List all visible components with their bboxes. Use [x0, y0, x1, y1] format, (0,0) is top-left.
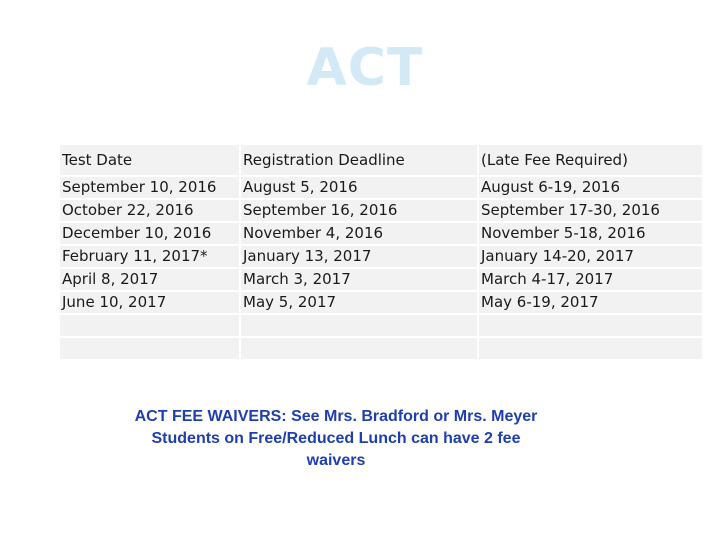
registration-deadline-cell: January 13, 2017 — [241, 246, 477, 267]
table-row — [60, 200, 702, 223]
empty-cell — [60, 315, 239, 336]
header-test-date: Test Date — [60, 145, 239, 175]
late-fee-cell: January 14-20, 2017 — [479, 246, 702, 267]
registration-deadline-cell: March 3, 2017 — [241, 269, 477, 290]
empty-cell — [479, 338, 702, 359]
table-row — [60, 292, 702, 315]
late-fee-cell: November 5-18, 2016 — [479, 223, 702, 244]
late-fee-cell: August 6-19, 2016 — [479, 177, 702, 198]
fee-waiver-note — [100, 406, 572, 472]
registration-deadline-cell: September 16, 2016 — [241, 200, 477, 221]
table-row — [60, 223, 702, 246]
test-date-cell: October 22, 2016 — [60, 200, 239, 221]
test-date-cell: February 11, 2017* — [60, 246, 239, 267]
empty-cell — [60, 338, 239, 359]
fee-waiver-line-1: ACT FEE WAIVERS: See Mrs. Bradford or Mrs. Meyer — [134, 408, 538, 425]
empty-table-row — [60, 338, 702, 361]
registration-deadline-cell: August 5, 2016 — [241, 177, 477, 198]
test-date-cell: December 10, 2016 — [60, 223, 239, 244]
header-registration-deadline: Registration Deadline — [241, 145, 477, 175]
registration-deadline-cell: May 5, 2017 — [241, 292, 477, 313]
empty-table-row — [60, 315, 702, 338]
act-dates-table — [60, 145, 702, 361]
table-row — [60, 246, 702, 269]
registration-deadline-cell: November 4, 2016 — [241, 223, 477, 244]
fee-waiver-line-3: waivers — [306, 452, 366, 469]
test-date-cell: April 8, 2017 — [60, 269, 239, 290]
table-row — [60, 177, 702, 200]
fee-waiver-line-2: Students on Free/Reduced Lunch can have 2 fee — [151, 430, 521, 447]
test-date-cell: June 10, 2017 — [60, 292, 239, 313]
page-title: ACT — [306, 38, 424, 98]
header-late-fee: (Late Fee Required) — [479, 145, 702, 175]
empty-cell — [241, 338, 477, 359]
table-row — [60, 269, 702, 292]
empty-cell — [479, 315, 702, 336]
late-fee-cell: March 4-17, 2017 — [479, 269, 702, 290]
table-header-row — [60, 145, 702, 177]
late-fee-cell: May 6-19, 2017 — [479, 292, 702, 313]
late-fee-cell: September 17-30, 2016 — [479, 200, 702, 221]
test-date-cell: September 10, 2016 — [60, 177, 239, 198]
empty-cell — [241, 315, 477, 336]
